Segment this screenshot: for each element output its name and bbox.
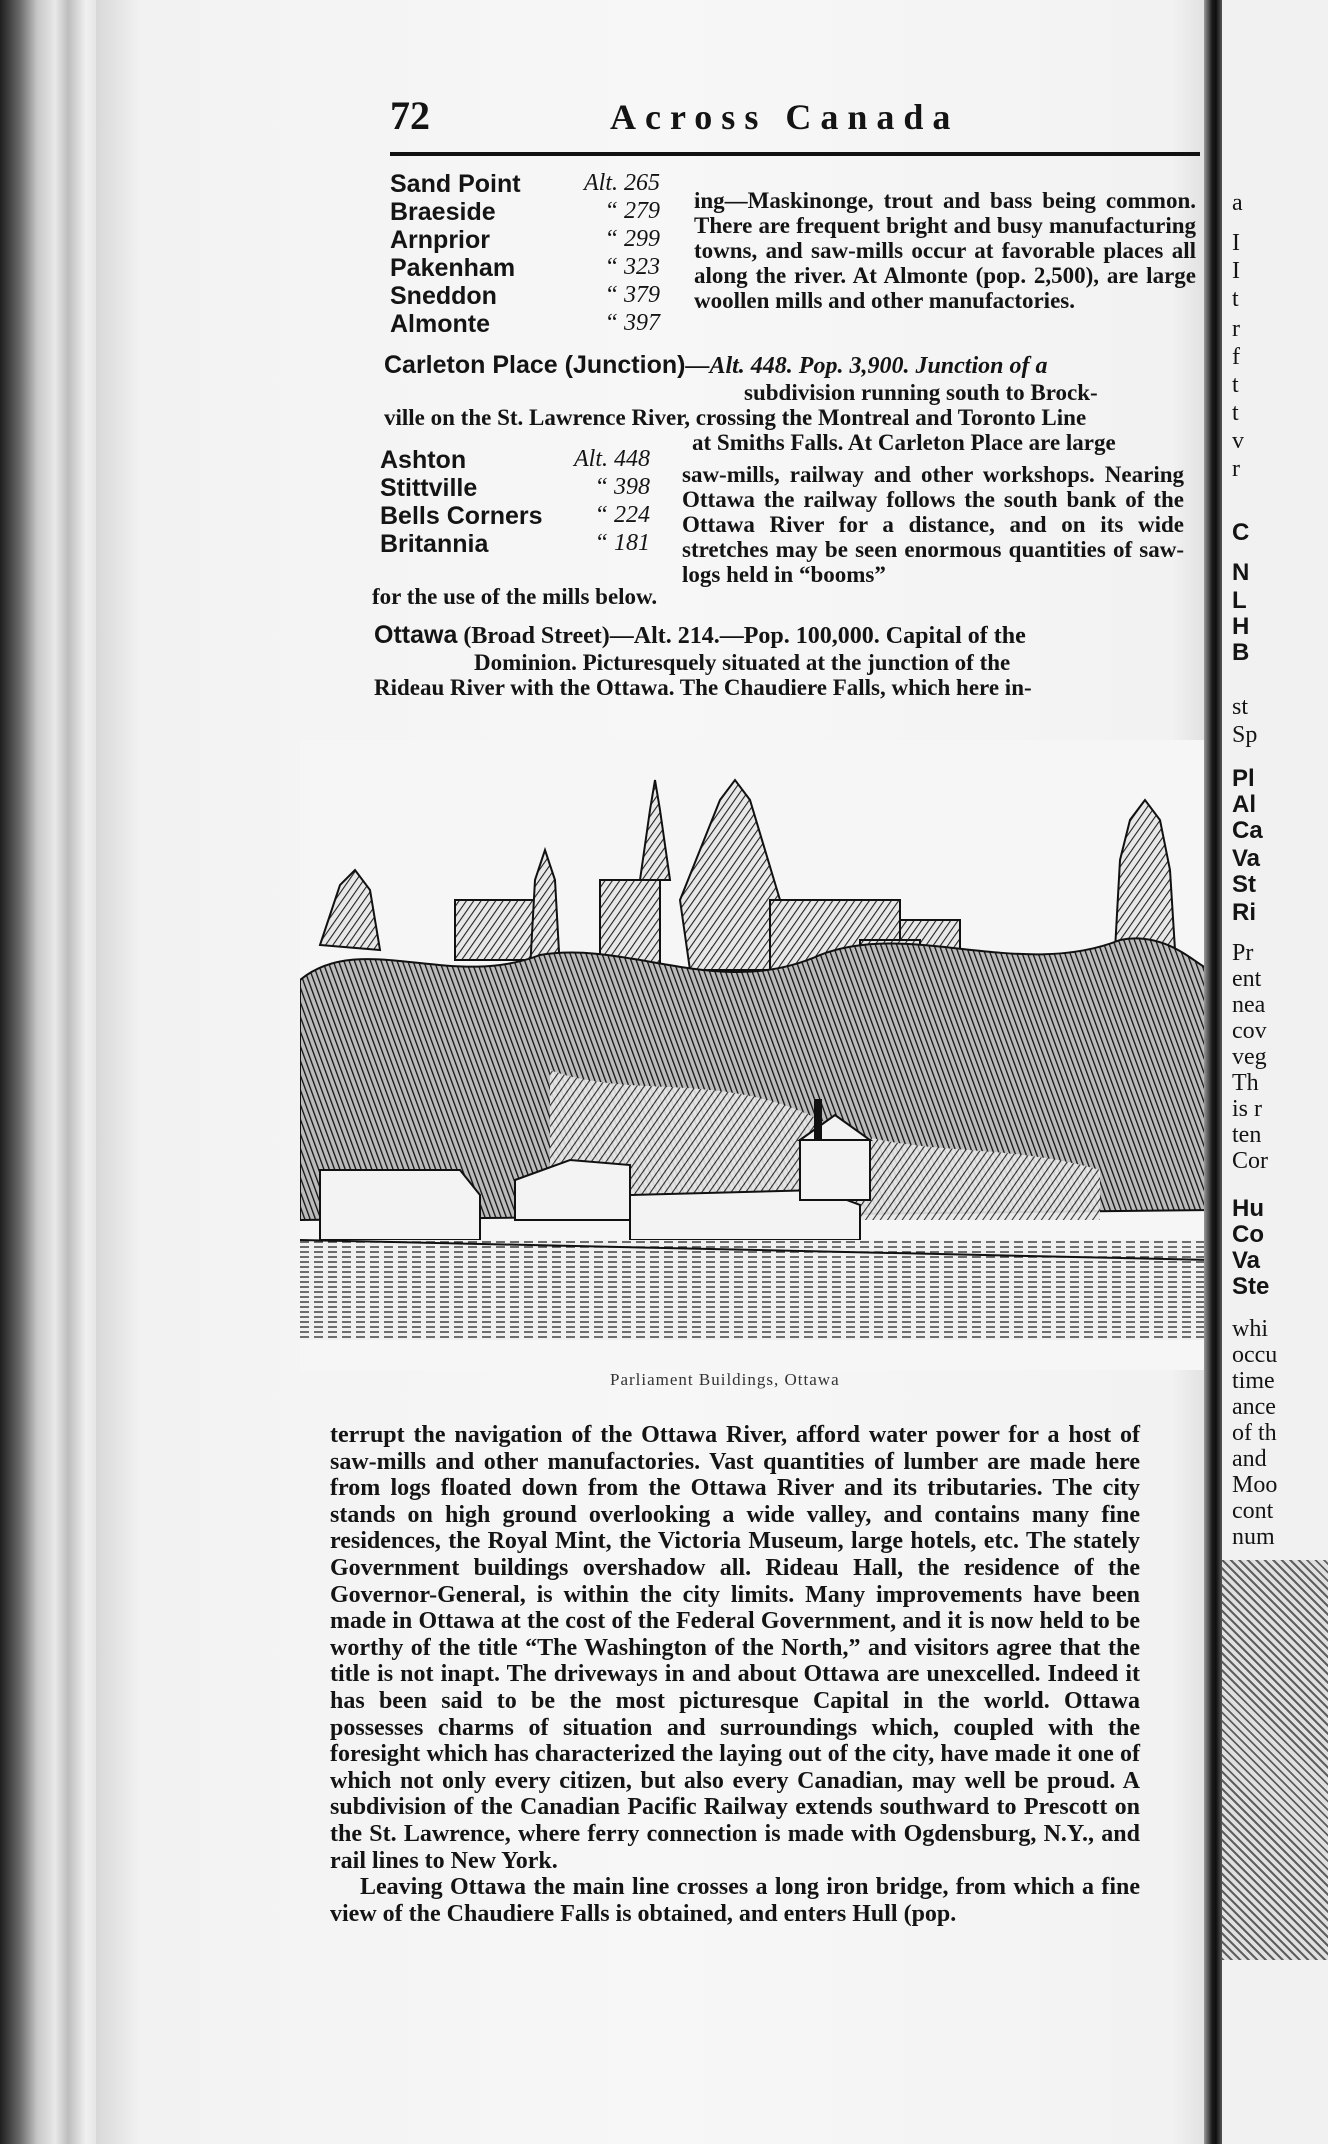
station-row xyxy=(380,530,660,558)
adjacent-page-fragment: occu xyxy=(1232,1342,1278,1368)
adjacent-page-fragment: Va xyxy=(1232,845,1261,872)
station-altitude: “ 279 xyxy=(604,198,660,224)
station-name: Britannia xyxy=(380,530,489,558)
adjacent-page-fragment: Al xyxy=(1232,791,1256,818)
adjacent-page-fragment: Moo xyxy=(1232,1472,1278,1498)
page-number: 72 xyxy=(390,93,430,138)
ottawa-heading xyxy=(374,622,1184,650)
adjacent-page-fragment: Va xyxy=(1232,1247,1261,1274)
adjacent-page-fragment: C xyxy=(1232,519,1250,546)
adjacent-page-edge xyxy=(1222,0,1328,2144)
adjacent-page-fragment: I xyxy=(1232,258,1240,284)
body-paragraph-2: Leaving Ottawa the main line crosses a long iron bridge, from which a fine view of the Chaudiere Falls is obtained, and enters Hull (pop. xyxy=(330,1874,1140,1927)
adjacent-page-engraving xyxy=(1222,1560,1328,1960)
adjacent-page-fragment: v xyxy=(1232,428,1244,454)
adjacent-page-fragment: and xyxy=(1232,1446,1267,1472)
adjacent-page-fragment: t xyxy=(1232,400,1239,426)
adjacent-page-fragment: t xyxy=(1232,286,1239,312)
adjacent-page-fragment: time xyxy=(1232,1368,1275,1394)
station-list-1-text: ing—Maskinonge, trout and bass being common. There are frequent bright and busy manufacturing towns, and saw-mills occur at favorable places all along the river. At Almonte (pop. 2,500), are large woollen mills and other manufactories. xyxy=(694,188,1196,313)
ottawa-line-3: Rideau River with the Ottawa. The Chaudiere Falls, which here in- xyxy=(374,675,1032,700)
station-name: Ashton xyxy=(380,446,467,474)
page-stack-edge xyxy=(0,0,110,2144)
adjacent-page-fragment: L xyxy=(1232,587,1247,614)
adjacent-page-fragment: Co xyxy=(1232,1221,1264,1248)
header-rule xyxy=(390,152,1200,156)
adjacent-page-fragment: Cor xyxy=(1232,1148,1268,1174)
station-name: Almonte xyxy=(390,310,490,338)
adjacent-page-fragment: ance xyxy=(1232,1394,1276,1420)
adjacent-page-fragment: Pl xyxy=(1232,765,1255,792)
ottawa-entry xyxy=(374,622,1184,700)
ottawa-description xyxy=(330,1422,1140,1927)
station-row xyxy=(380,474,660,502)
adjacent-page-fragment: whi xyxy=(1232,1316,1268,1342)
carleton-place-name: Carleton Place (Junction) xyxy=(384,351,686,379)
station-name: Braeside xyxy=(390,198,496,226)
station-list-1 xyxy=(390,170,670,338)
station-name: Sneddon xyxy=(390,282,497,310)
station-row xyxy=(390,254,670,282)
adjacent-page-fragment: St xyxy=(1232,871,1256,898)
station-row xyxy=(390,170,670,198)
station-row xyxy=(390,198,670,226)
ottawa-line-2: Dominion. Picturesquely situated at the junction of the xyxy=(474,650,1011,675)
station-altitude: “ 398 xyxy=(594,474,650,500)
adjacent-page-fragment: of th xyxy=(1232,1420,1277,1446)
station-altitude: “ 299 xyxy=(604,226,660,252)
station-altitude: “ 379 xyxy=(604,282,660,308)
station-name: Stittville xyxy=(380,474,478,502)
ottawa-details: (Broad Street)—Alt. 214.—Pop. 100,000. Capital of the xyxy=(457,623,1026,649)
adjacent-page-fragment: ten xyxy=(1232,1122,1262,1148)
river-water xyxy=(300,1240,1212,1340)
station-name: Arnprior xyxy=(390,226,490,254)
adjacent-page-fragment: ent xyxy=(1232,966,1262,992)
adjacent-page-fragment: f xyxy=(1232,344,1240,370)
parliament-buildings-engraving xyxy=(300,740,1212,1370)
carleton-place-entry xyxy=(384,352,1188,455)
adjacent-page-fragment: a xyxy=(1232,190,1243,216)
adjacent-page-fragment: cont xyxy=(1232,1498,1274,1524)
adjacent-page-fragment: Th xyxy=(1232,1070,1259,1096)
station-altitude: “ 224 xyxy=(594,502,650,528)
station-altitude: “ 323 xyxy=(604,254,660,280)
adjacent-page-fragment: nea xyxy=(1232,992,1266,1018)
station-altitude: “ 397 xyxy=(604,310,660,336)
adjacent-page-fragment: Sp xyxy=(1232,722,1258,748)
station-list-2-tail: for the use of the mills below. xyxy=(372,584,658,609)
station-altitude: Alt. 448 xyxy=(574,446,650,472)
carleton-place-details: —Alt. 448. Pop. 3,900. Junction of a xyxy=(685,353,1048,379)
adjacent-page-fragment: cov xyxy=(1232,1018,1267,1044)
station-name: Sand Point xyxy=(390,170,521,198)
station-name: Pakenham xyxy=(390,254,516,282)
adjacent-page-fragment: Ri xyxy=(1232,899,1256,926)
carleton-heading xyxy=(384,352,1188,380)
adjacent-page-fragment: veg xyxy=(1232,1044,1267,1070)
adjacent-page-fragment: I xyxy=(1232,230,1240,256)
station-row xyxy=(390,226,670,254)
adjacent-page-fragment: is r xyxy=(1232,1096,1262,1122)
adjacent-page-fragment: H xyxy=(1232,613,1250,640)
adjacent-page-fragment: r xyxy=(1232,456,1240,482)
station-name: Bells Corners xyxy=(380,502,543,530)
station-row xyxy=(390,310,670,338)
adjacent-page-fragment: st xyxy=(1232,694,1249,720)
adjacent-page-fragment: Ste xyxy=(1232,1273,1270,1300)
station-row xyxy=(390,282,670,310)
book-gutter xyxy=(1204,0,1224,2144)
ottawa-name: Ottawa xyxy=(374,621,458,649)
running-title: Across Canada xyxy=(610,97,960,137)
station-row xyxy=(380,502,660,530)
station-altitude: Alt. 265 xyxy=(584,170,660,196)
adjacent-page-fragment: Hu xyxy=(1232,1195,1264,1222)
body-paragraph-1: terrupt the navigation of the Ottawa River, afford water power for a host of saw-mills and other manufactories. Vast quantities of lumber are made here from logs floated down from the Ottawa River and its tributaries. The city stands on high ground overlooking a wide valley, and contains many fine residences, the Royal Mint, the Victoria Museum, large hotels, etc. The stately Government buildings overshadow all. Rideau Hall, the residence of the Governor-General, is within the city limits. Many improvements have been made in Ottawa at the cost of the Federal Government, and it is now held to be worthy of the title “The Washington of the North,” and visitors agree that the title is not inapt. The driveways in and about Ottawa are unexcelled. Indeed it has been said to be the most picturesque Capital in the world. Ottawa possesses charms of situation and surroundings which, coupled with the foresight which has characterized the laying out of the city, have made it one of which not only every citizen, but also every Canadian, may well be proud. A subdivision of the Canadian Pacific Railway extends southward to Prescott on the St. Lawrence, where ferry connection is made with Ogdensburg, N.Y., and rail lines to New York. xyxy=(330,1422,1140,1874)
carleton-line-3: ville on the St. Lawrence River, crossing the Montreal and Toronto Line xyxy=(384,405,1087,430)
station-list-2 xyxy=(380,446,660,558)
station-row xyxy=(380,446,660,474)
adjacent-page-fragment: r xyxy=(1232,316,1240,342)
adjacent-page-fragment: Pr xyxy=(1232,940,1254,966)
carleton-line-4: at Smiths Falls. At Carleton Place are large xyxy=(692,430,1116,455)
adjacent-page-fragment: N xyxy=(1232,559,1250,586)
station-list-2-text: saw-mills, railway and other workshops. Nearing Ottawa the railway follows the south bank of the Ottawa River for a distance, and on its wide stretches may be seen enormous quantities of saw-logs held in “booms” xyxy=(682,462,1184,587)
carleton-line-2: subdivision running south to Brock- xyxy=(744,380,1098,405)
adjacent-page-fragment: Ca xyxy=(1232,817,1263,844)
adjacent-page-fragment: num xyxy=(1232,1524,1275,1550)
adjacent-page-fragment: B xyxy=(1232,639,1250,666)
illustration-caption: Parliament Buildings, Ottawa xyxy=(610,1370,840,1389)
adjacent-page-fragment: t xyxy=(1232,372,1239,398)
station-altitude: “ 181 xyxy=(594,530,650,556)
